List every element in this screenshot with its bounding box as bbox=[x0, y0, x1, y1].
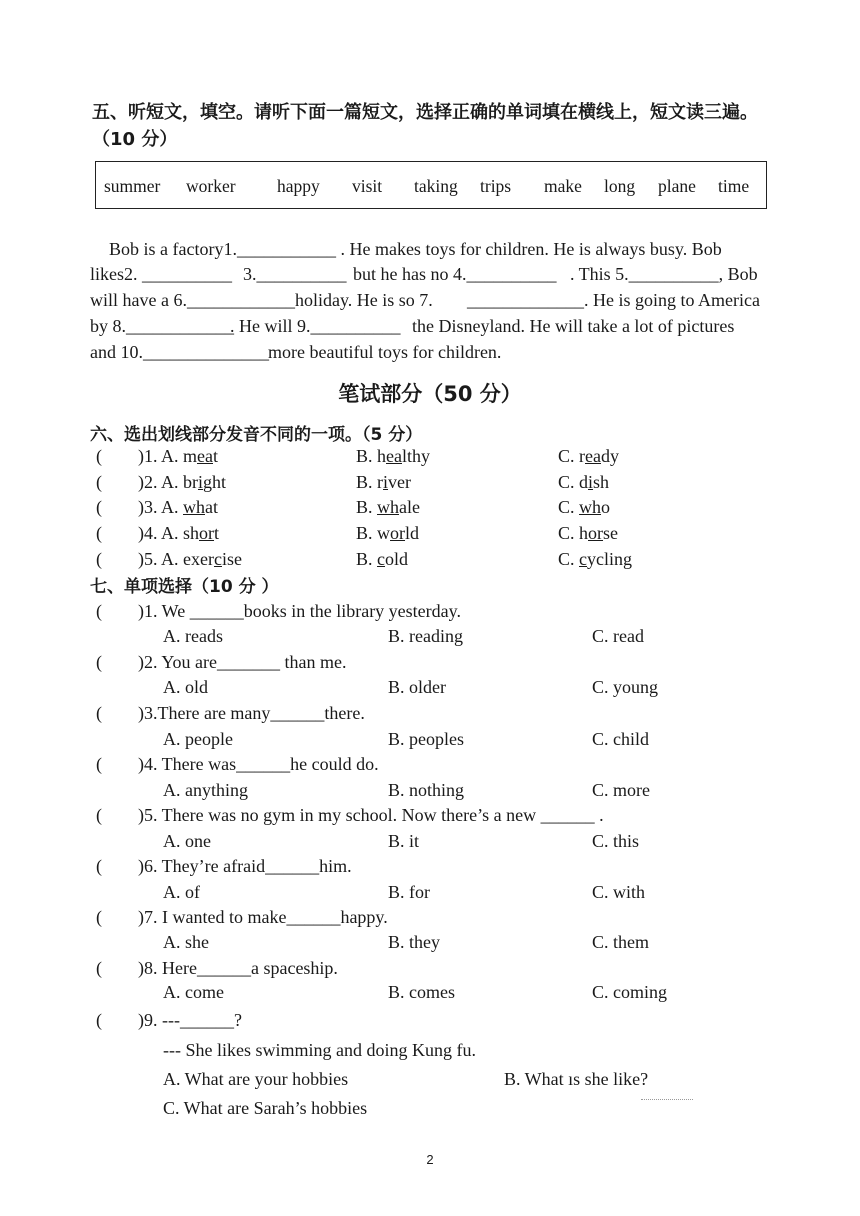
question-option-a bbox=[138, 472, 226, 493]
option-a: A. come bbox=[163, 982, 224, 1002]
option-b: B. older bbox=[388, 677, 446, 697]
underlined-part: i bbox=[588, 472, 594, 492]
option-c bbox=[558, 549, 632, 570]
word-bank-word: plane bbox=[658, 176, 696, 196]
option-b: B. for bbox=[388, 882, 430, 902]
option-c: C. with bbox=[592, 882, 646, 902]
word-post: ld bbox=[405, 523, 420, 543]
underlined-part: ea bbox=[585, 446, 601, 466]
answer-bracket: ( bbox=[96, 754, 102, 774]
word-pre: B. bbox=[356, 549, 378, 569]
passage-line: likes2. __________ bbox=[90, 264, 232, 284]
question-option-a bbox=[138, 549, 242, 570]
option-b bbox=[356, 446, 430, 467]
word-pre: C. bbox=[558, 549, 580, 569]
word-post: ver bbox=[388, 472, 411, 492]
word-pre: br bbox=[183, 472, 198, 492]
passage-line: Bob is a factory1.___________ . He makes toys for children. He is always busy. Bob bbox=[109, 239, 722, 259]
word-pre: B. w bbox=[356, 523, 391, 543]
option-c: C. What are Sarah’s hobbies bbox=[163, 1098, 368, 1118]
underlined-part: or bbox=[390, 523, 406, 543]
page-number: 2 bbox=[426, 1152, 434, 1167]
option-c bbox=[558, 497, 610, 518]
option-a: A. old bbox=[163, 677, 208, 697]
word-post: ale bbox=[399, 497, 420, 517]
word-post: se bbox=[603, 523, 619, 543]
option-b bbox=[356, 472, 411, 493]
question-text: )7. I wanted to make______happy. bbox=[138, 907, 388, 927]
answer-bracket: ( bbox=[96, 652, 102, 672]
underlined-part: wh bbox=[183, 497, 205, 517]
word-post: at bbox=[205, 497, 218, 517]
word-pre: m bbox=[183, 446, 198, 466]
underlined-part: wh bbox=[579, 497, 602, 517]
question-text: )2. You are_______ than me. bbox=[138, 652, 347, 672]
option-a: A. one bbox=[163, 831, 211, 851]
answer-bracket: ( bbox=[96, 497, 102, 517]
option-c: C. this bbox=[592, 831, 640, 851]
word-bank-word: visit bbox=[352, 176, 383, 196]
section7-heading: 七、单项选择（10 分 ） bbox=[90, 577, 279, 597]
option-b: B. comes bbox=[388, 982, 455, 1002]
word-bank-word: time bbox=[718, 176, 750, 196]
word-pre: B. h bbox=[356, 446, 387, 466]
question-number: )2. A. bbox=[138, 472, 183, 492]
word-pre: C. r bbox=[558, 446, 585, 466]
question-text: )9. ---______? bbox=[138, 1010, 242, 1030]
word-post: dy bbox=[600, 446, 619, 466]
underlined-part: c bbox=[579, 549, 588, 569]
section5-heading: 五、听短文，填空。请听下面一篇短文，选择正确的单词填在横线上，短文读三遍。 bbox=[92, 102, 758, 123]
option-b: B. it bbox=[388, 831, 420, 851]
option-b bbox=[356, 497, 420, 518]
option-a: A. reads bbox=[163, 626, 223, 646]
word-bank-box bbox=[95, 161, 767, 209]
word-pre: B. r bbox=[356, 472, 383, 492]
answer-bracket: ( bbox=[96, 907, 102, 927]
question-number: )3. A. bbox=[138, 497, 183, 517]
option-b: B. peoples bbox=[388, 729, 464, 749]
option-c bbox=[558, 523, 618, 544]
answer-bracket: ( bbox=[96, 601, 102, 621]
word-post: t bbox=[213, 446, 219, 466]
option-c: C. read bbox=[592, 626, 644, 646]
passage-line: by 8.____________ bbox=[90, 316, 234, 336]
word-post: o bbox=[601, 497, 611, 517]
answer-bracket: ( bbox=[96, 472, 102, 492]
word-bank-word: taking bbox=[414, 176, 458, 196]
word-pre: sh bbox=[183, 523, 200, 543]
question-number: )4. A. bbox=[138, 523, 183, 543]
option-b: B. reading bbox=[388, 626, 463, 646]
question-option-a bbox=[138, 523, 219, 544]
option-b bbox=[356, 523, 419, 544]
option-a: A. What are your hobbies bbox=[163, 1069, 349, 1089]
option-b: B. nothing bbox=[388, 780, 465, 800]
option-a: A. anything bbox=[163, 780, 248, 800]
word-pre: C. bbox=[558, 497, 580, 517]
word-bank-word: happy bbox=[277, 176, 320, 196]
question-text: )6. They’re afraid______him. bbox=[138, 856, 352, 876]
passage-line-part: 3.__________ bbox=[243, 264, 347, 284]
option-a: A. people bbox=[163, 729, 233, 749]
underlined-part: c bbox=[377, 549, 386, 569]
question-number: )1. A. bbox=[138, 446, 183, 466]
word-post: ght bbox=[203, 472, 227, 492]
passage-line-part: . He will 9.__________ bbox=[230, 316, 401, 336]
word-bank-word: long bbox=[604, 176, 636, 196]
word-pre: C. h bbox=[558, 523, 589, 543]
question-number: )5. A. bbox=[138, 549, 183, 569]
question-text: )4. There was______he could do. bbox=[138, 754, 379, 774]
question-option-a bbox=[138, 497, 218, 518]
answer-bracket: ( bbox=[96, 703, 102, 723]
passage-line-part: but he has no 4.__________ bbox=[353, 264, 557, 284]
word-post: t bbox=[214, 523, 220, 543]
question-text: )3.There are many______there. bbox=[138, 703, 365, 723]
option-b: B. they bbox=[388, 932, 440, 952]
word-post: ise bbox=[221, 549, 242, 569]
option-b bbox=[356, 549, 408, 570]
dialogue-answer: --- She likes swimming and doing Kung fu. bbox=[163, 1040, 476, 1060]
underlined-part: or bbox=[588, 523, 604, 543]
option-c: C. more bbox=[592, 780, 650, 800]
underlined-part: ea bbox=[386, 446, 402, 466]
option-c bbox=[558, 472, 609, 493]
word-post: lthy bbox=[402, 446, 431, 466]
answer-bracket: ( bbox=[96, 1010, 102, 1030]
answer-bracket: ( bbox=[96, 805, 102, 825]
word-bank-word: worker bbox=[186, 176, 236, 196]
answer-bracket: ( bbox=[96, 958, 102, 978]
passage-line-part: more beautiful toys for children. bbox=[268, 342, 502, 362]
option-a: A. of bbox=[163, 882, 200, 902]
passage-line-part: . This 5.__________, Bob bbox=[570, 264, 758, 284]
section5-score: （10 分） bbox=[92, 129, 178, 150]
underlined-part: i bbox=[383, 472, 389, 492]
section6-heading: 六、选出划线部分发音不同的一项。（5 分） bbox=[90, 425, 423, 445]
written-part-title: 笔试部分（50 分） bbox=[338, 382, 522, 406]
answer-bracket: ( bbox=[96, 446, 102, 466]
underlined-part: i bbox=[198, 472, 204, 492]
passage-line: and 10.______________ bbox=[90, 342, 269, 362]
option-c: C. them bbox=[592, 932, 649, 952]
question-text: )8. Here______a spaceship. bbox=[138, 958, 338, 978]
underlined-part: ea bbox=[197, 446, 213, 466]
underlined-part: c bbox=[213, 549, 222, 569]
answer-bracket: ( bbox=[96, 549, 102, 569]
option-c: C. child bbox=[592, 729, 649, 749]
word-pre: B. bbox=[356, 497, 378, 517]
word-post: ycling bbox=[587, 549, 633, 569]
underlined-part: wh bbox=[377, 497, 400, 517]
word-bank-word: trips bbox=[480, 176, 512, 196]
passage-line: will have a 6.____________holiday. He is so 7. bbox=[90, 290, 433, 310]
question-option-a bbox=[138, 446, 218, 467]
word-post: sh bbox=[593, 472, 610, 492]
word-pre: exer bbox=[183, 549, 214, 569]
passage-line-part: the Disneyland. He will take a lot of pictures bbox=[412, 316, 735, 336]
option-a: A. she bbox=[163, 932, 209, 952]
word-pre: C. d bbox=[558, 472, 589, 492]
answer-bracket: ( bbox=[96, 523, 102, 543]
option-c: C. coming bbox=[592, 982, 667, 1002]
passage-line-part: _____________. He is going to America bbox=[467, 290, 760, 310]
answer-bracket: ( bbox=[96, 856, 102, 876]
question-text: )1. We ______books in the library yesterday. bbox=[138, 601, 461, 621]
option-c: C. young bbox=[592, 677, 659, 697]
option-b: B. What ıs she like? bbox=[504, 1069, 649, 1089]
word-bank-word: make bbox=[544, 176, 582, 196]
underlined-part: or bbox=[199, 523, 215, 543]
option-c bbox=[558, 446, 619, 467]
question-text: )5. There was no gym in my school. Now there’s a new ______ . bbox=[138, 805, 604, 825]
word-post: old bbox=[385, 549, 409, 569]
scan-mark bbox=[641, 1099, 693, 1100]
word-bank-word: summer bbox=[104, 176, 161, 196]
